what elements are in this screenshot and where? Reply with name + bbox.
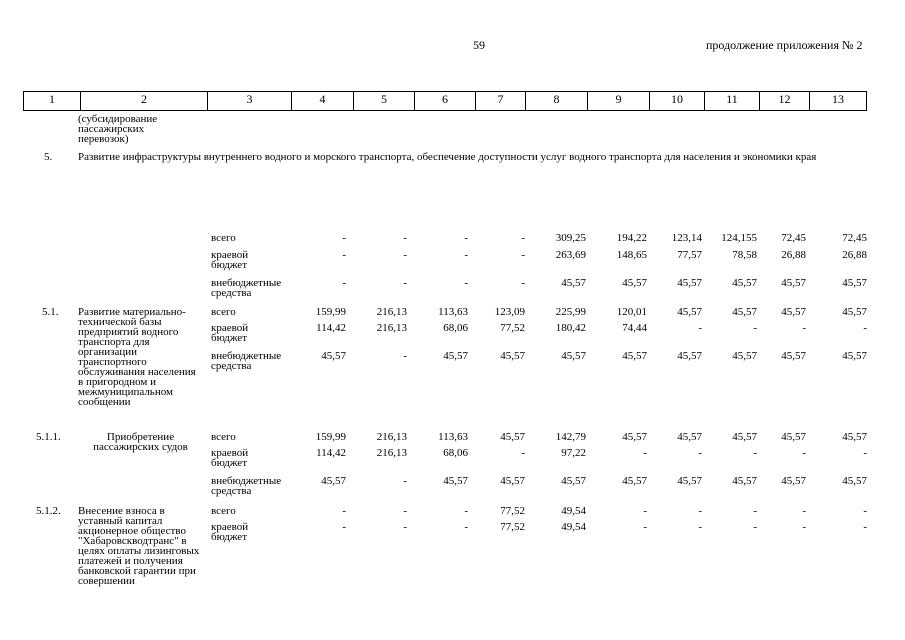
table-cell-value: 45,57: [677, 431, 702, 443]
table-cell-value: -: [403, 475, 407, 487]
row-label: краевой бюджет: [211, 249, 249, 271]
table-cell-value: -: [863, 447, 867, 459]
table-cell-value: 120,01: [616, 306, 647, 318]
table-cell-value: -: [753, 505, 757, 517]
table-cell-value: 74,44: [622, 322, 647, 334]
table-cell-value: 263,69: [555, 249, 586, 261]
table-cell-value: 180,42: [555, 322, 586, 334]
table-cell-value: -: [521, 447, 525, 459]
header-cell: 12: [759, 92, 809, 110]
item-number: 5.1.2.: [36, 505, 61, 517]
table-cell-value: 45,57: [732, 306, 757, 318]
table-cell-value: 77,57: [677, 249, 702, 261]
table-cell-value: 216,13: [376, 431, 407, 443]
table-cell-value: 45,57: [781, 475, 806, 487]
header-cell: 7: [475, 92, 525, 110]
table-cell-value: -: [342, 277, 346, 289]
table-cell-value: 45,57: [677, 306, 702, 318]
table-cell-value: 45,57: [500, 475, 525, 487]
table-cell-value: 45,57: [561, 277, 586, 289]
table-cell-value: 45,57: [732, 277, 757, 289]
table-cell-value: 45,57: [732, 475, 757, 487]
table-cell-value: -: [643, 505, 647, 517]
table-cell-value: -: [464, 232, 468, 244]
table-cell-value: 45,57: [781, 277, 806, 289]
table-cell-value: 216,13: [376, 447, 407, 459]
row-label: всего: [211, 505, 236, 517]
header-cell: 5: [353, 92, 414, 110]
row-label: всего: [211, 232, 236, 244]
table-cell-value: 77,52: [500, 521, 525, 533]
table-cell-value: 159,99: [315, 306, 346, 318]
table-cell-value: 45,57: [732, 431, 757, 443]
table-cell-value: -: [802, 447, 806, 459]
table-cell-value: 113,63: [438, 431, 468, 443]
table-cell-value: 78,58: [732, 249, 757, 261]
table-cell-value: 159,99: [315, 431, 346, 443]
table-cell-value: 26,88: [842, 249, 867, 261]
table-cell-value: -: [643, 447, 647, 459]
table-cell-value: 216,13: [376, 322, 407, 334]
table-cell-value: -: [464, 249, 468, 261]
table-cell-value: -: [863, 521, 867, 533]
table-cell-value: 26,88: [781, 249, 806, 261]
header-cell: 10: [649, 92, 704, 110]
table-cell-value: -: [698, 322, 702, 334]
table-cell-value: 114,42: [316, 322, 346, 334]
table-cell-value: 114,42: [316, 447, 346, 459]
section-title: Развитие инфраструктуры внутреннего водного и морского транспорта, обеспечение доступности услуг водного транспорта для населения и экономики края: [78, 151, 817, 163]
table-cell-value: -: [342, 521, 346, 533]
table-cell-value: -: [403, 277, 407, 289]
table-cell-value: 45,57: [842, 306, 867, 318]
table-cell-value: 49,54: [561, 521, 586, 533]
table-cell-value: 68,06: [443, 447, 468, 459]
table-cell-value: -: [403, 350, 407, 362]
table-cell-value: 45,57: [622, 431, 647, 443]
table-cell-value: 194,22: [616, 232, 647, 244]
table-cell-value: 45,57: [321, 475, 346, 487]
table-cell-value: 45,57: [677, 277, 702, 289]
table-cell-value: 45,57: [781, 306, 806, 318]
table-cell-value: 45,57: [561, 350, 586, 362]
table-cell-value: 216,13: [376, 306, 407, 318]
table-cell-value: 45,57: [443, 475, 468, 487]
previous-row-text: (субсидирование пассажирских перевозок): [78, 113, 158, 145]
table-cell-value: -: [521, 249, 525, 261]
table-cell-value: 123,09: [494, 306, 525, 318]
table-cell-value: 77,52: [500, 322, 525, 334]
table-cell-value: -: [802, 521, 806, 533]
table-cell-value: 45,57: [321, 350, 346, 362]
table-cell-value: -: [863, 322, 867, 334]
row-label: краевой бюджет: [211, 521, 249, 543]
table-cell-value: 45,57: [500, 350, 525, 362]
header-cell: 3: [207, 92, 291, 110]
table-cell-value: -: [403, 521, 407, 533]
table-cell-value: 309,25: [555, 232, 586, 244]
table-cell-value: 45,57: [622, 277, 647, 289]
table-cell-value: 72,45: [842, 232, 867, 244]
table-cell-value: -: [698, 521, 702, 533]
table-header-row: [23, 91, 867, 111]
table-cell-value: -: [698, 505, 702, 517]
table-cell-value: 142,79: [555, 431, 586, 443]
table-cell-value: -: [863, 505, 867, 517]
table-cell-value: 97,22: [561, 447, 586, 459]
table-cell-value: 45,57: [732, 350, 757, 362]
header-cell: 11: [704, 92, 759, 110]
table-cell-value: -: [753, 521, 757, 533]
table-cell-value: -: [464, 277, 468, 289]
table-cell-value: -: [753, 322, 757, 334]
table-cell-value: -: [802, 322, 806, 334]
row-label: краевой бюджет: [211, 447, 249, 469]
header-cell: 2: [80, 92, 207, 110]
table-cell-value: 124,155: [721, 232, 757, 244]
table-cell-value: -: [342, 249, 346, 261]
table-cell-value: 45,57: [677, 475, 702, 487]
table-cell-value: 113,63: [438, 306, 468, 318]
table-cell-value: 45,57: [443, 350, 468, 362]
table-cell-value: 45,57: [561, 475, 586, 487]
item-number: 5.1.: [42, 306, 59, 318]
table-cell-value: -: [643, 521, 647, 533]
table-cell-value: 225,99: [555, 306, 586, 318]
table-cell-value: -: [753, 447, 757, 459]
table-cell-value: 45,57: [622, 350, 647, 362]
table-cell-value: 45,57: [842, 350, 867, 362]
row-label: внебюджетные средства: [211, 475, 282, 497]
table-cell-value: 45,57: [500, 431, 525, 443]
table-cell-value: 45,57: [842, 277, 867, 289]
table-cell-value: 77,52: [500, 505, 525, 517]
item-title: Приобретение пассажирских судов: [93, 431, 188, 453]
table-cell-value: 49,54: [561, 505, 586, 517]
table-cell-value: -: [464, 521, 468, 533]
table-cell-value: -: [403, 249, 407, 261]
header-cell: 9: [587, 92, 649, 110]
table-cell-value: -: [403, 505, 407, 517]
header-cell: 8: [525, 92, 587, 110]
table-cell-value: -: [342, 505, 346, 517]
row-label: всего: [211, 306, 236, 318]
table-cell-value: 45,57: [842, 475, 867, 487]
table-cell-value: -: [464, 505, 468, 517]
row-label: внебюджетные средства: [211, 350, 282, 372]
table-cell-value: 72,45: [781, 232, 806, 244]
table-cell-value: -: [802, 505, 806, 517]
table-cell-value: 68,06: [443, 322, 468, 334]
item-title: Развитие материально-технической базы предприятий водного транспорта для организации транспортного обслуживания населения в пригородном и межмуниципальном сообщении: [78, 306, 196, 408]
row-label: всего: [211, 431, 236, 443]
table-cell-value: -: [342, 232, 346, 244]
header-cell: 13: [809, 92, 866, 110]
section-number: 5.: [44, 151, 53, 163]
continuation-note: продолжение приложения № 2: [706, 38, 863, 52]
table-cell-value: -: [521, 232, 525, 244]
header-cell: 4: [291, 92, 353, 110]
row-label: краевой бюджет: [211, 322, 249, 344]
table-cell-value: 45,57: [842, 431, 867, 443]
table-cell-value: -: [698, 447, 702, 459]
table-cell-value: 148,65: [616, 249, 647, 261]
table-cell-value: 45,57: [781, 350, 806, 362]
header-cell: 1: [49, 92, 55, 106]
page-number: 59: [473, 38, 485, 52]
item-title: Внесение взноса в уставный капитал акционерное общество "Хабаровскводтранс" в целях оплаты лизинговых платежей и получения банковской гарантии при совершении: [78, 505, 200, 587]
table-cell-value: -: [403, 232, 407, 244]
table-cell-value: 123,14: [671, 232, 702, 244]
item-number: 5.1.1.: [36, 431, 61, 443]
table-cell-value: -: [521, 277, 525, 289]
table-cell-value: 45,57: [622, 475, 647, 487]
table-cell-value: 45,57: [677, 350, 702, 362]
table-cell-value: 45,57: [781, 431, 806, 443]
header-cell: 6: [414, 92, 475, 110]
row-label: внебюджетные средства: [211, 277, 282, 299]
